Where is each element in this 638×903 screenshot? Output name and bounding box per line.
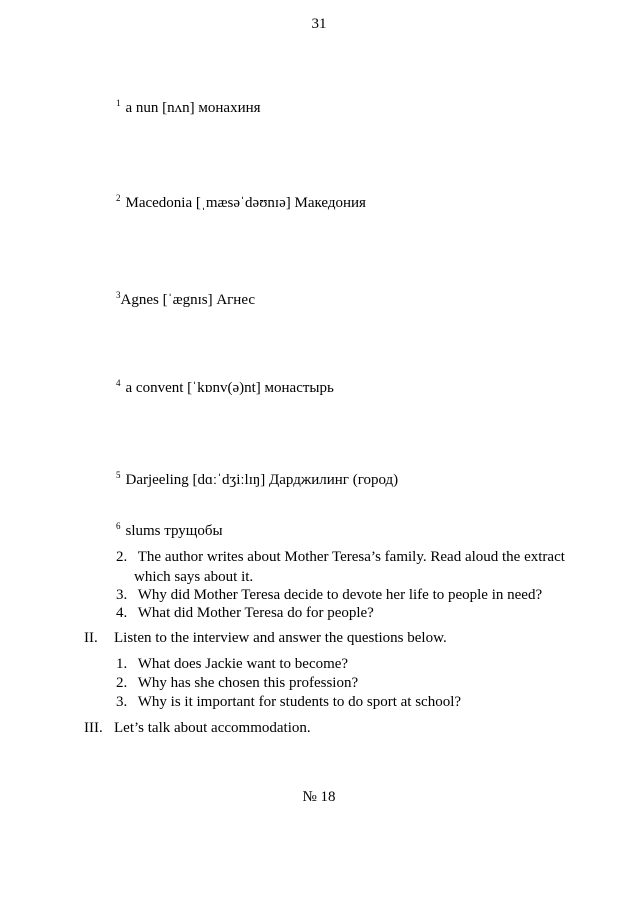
- list-item: [116, 654, 348, 674]
- exercise-number: № 18: [302, 789, 336, 805]
- section-heading-ii: [84, 628, 447, 648]
- list-number: 1.: [116, 656, 128, 672]
- list-item: [116, 692, 461, 712]
- footnote-4: [116, 378, 334, 398]
- footnote-3: [116, 290, 255, 310]
- question-text: Why is it important for students to do sport at school?: [137, 694, 462, 710]
- footnote-1: [116, 98, 261, 118]
- page-number-top: 31: [311, 16, 327, 32]
- question-text: The author writes about Mother Teresa’s family. Read aloud the extract: [137, 549, 565, 565]
- footnote-6: [116, 521, 223, 541]
- list-number: 3.: [116, 694, 128, 710]
- footnote-2: [116, 193, 366, 213]
- list-number: 3.: [116, 587, 128, 603]
- section-roman-numeral: III.: [84, 720, 103, 736]
- section-roman-numeral: II.: [84, 630, 98, 646]
- section-title: Let’s talk about accommodation.: [114, 720, 311, 736]
- footnote-5: [116, 470, 398, 490]
- footnote-marker: 1: [116, 98, 121, 108]
- list-number: 2.: [116, 675, 128, 691]
- list-number: 4.: [116, 605, 128, 621]
- question-text: What does Jackie want to become?: [137, 656, 349, 672]
- list-number: 2.: [116, 549, 128, 565]
- section-title: Listen to the interview and answer the questions below.: [114, 630, 447, 646]
- section-heading-iii: [84, 718, 311, 738]
- question-text: Why has she chosen this profession?: [137, 675, 359, 691]
- question-text: What did Mother Teresa do for people?: [137, 605, 374, 621]
- list-item: [116, 547, 565, 567]
- list-item: [116, 585, 542, 605]
- list-item: [116, 603, 374, 623]
- footnote-text: a nun [nʌn] монахиня: [125, 100, 261, 116]
- footnote-text: Darjeeling [dɑːˈdʒiːlɪŋ] Дарджилинг (город): [125, 472, 399, 488]
- footnote-marker: 6: [116, 521, 121, 531]
- footnote-marker: 3: [116, 290, 121, 300]
- list-item: [116, 673, 358, 693]
- footnote-marker: 4: [116, 378, 121, 388]
- footnote-marker: 5: [116, 470, 121, 480]
- footnote-text: slums трущобы: [125, 523, 223, 539]
- question-text-continuation: which says about it.: [134, 569, 254, 585]
- footnote-text: Agnes [ˈægnɪs] Агнес: [120, 292, 256, 308]
- footnote-text: Macedonia [ˌmæsəˈdəʊnɪə] Македония: [125, 195, 366, 211]
- footnote-marker: 2: [116, 193, 121, 203]
- question-text: Why did Mother Teresa decide to devote her life to people in need?: [137, 587, 543, 603]
- footnote-text: a convent [ˈkɒnv(ə)nt] монастырь: [125, 380, 334, 396]
